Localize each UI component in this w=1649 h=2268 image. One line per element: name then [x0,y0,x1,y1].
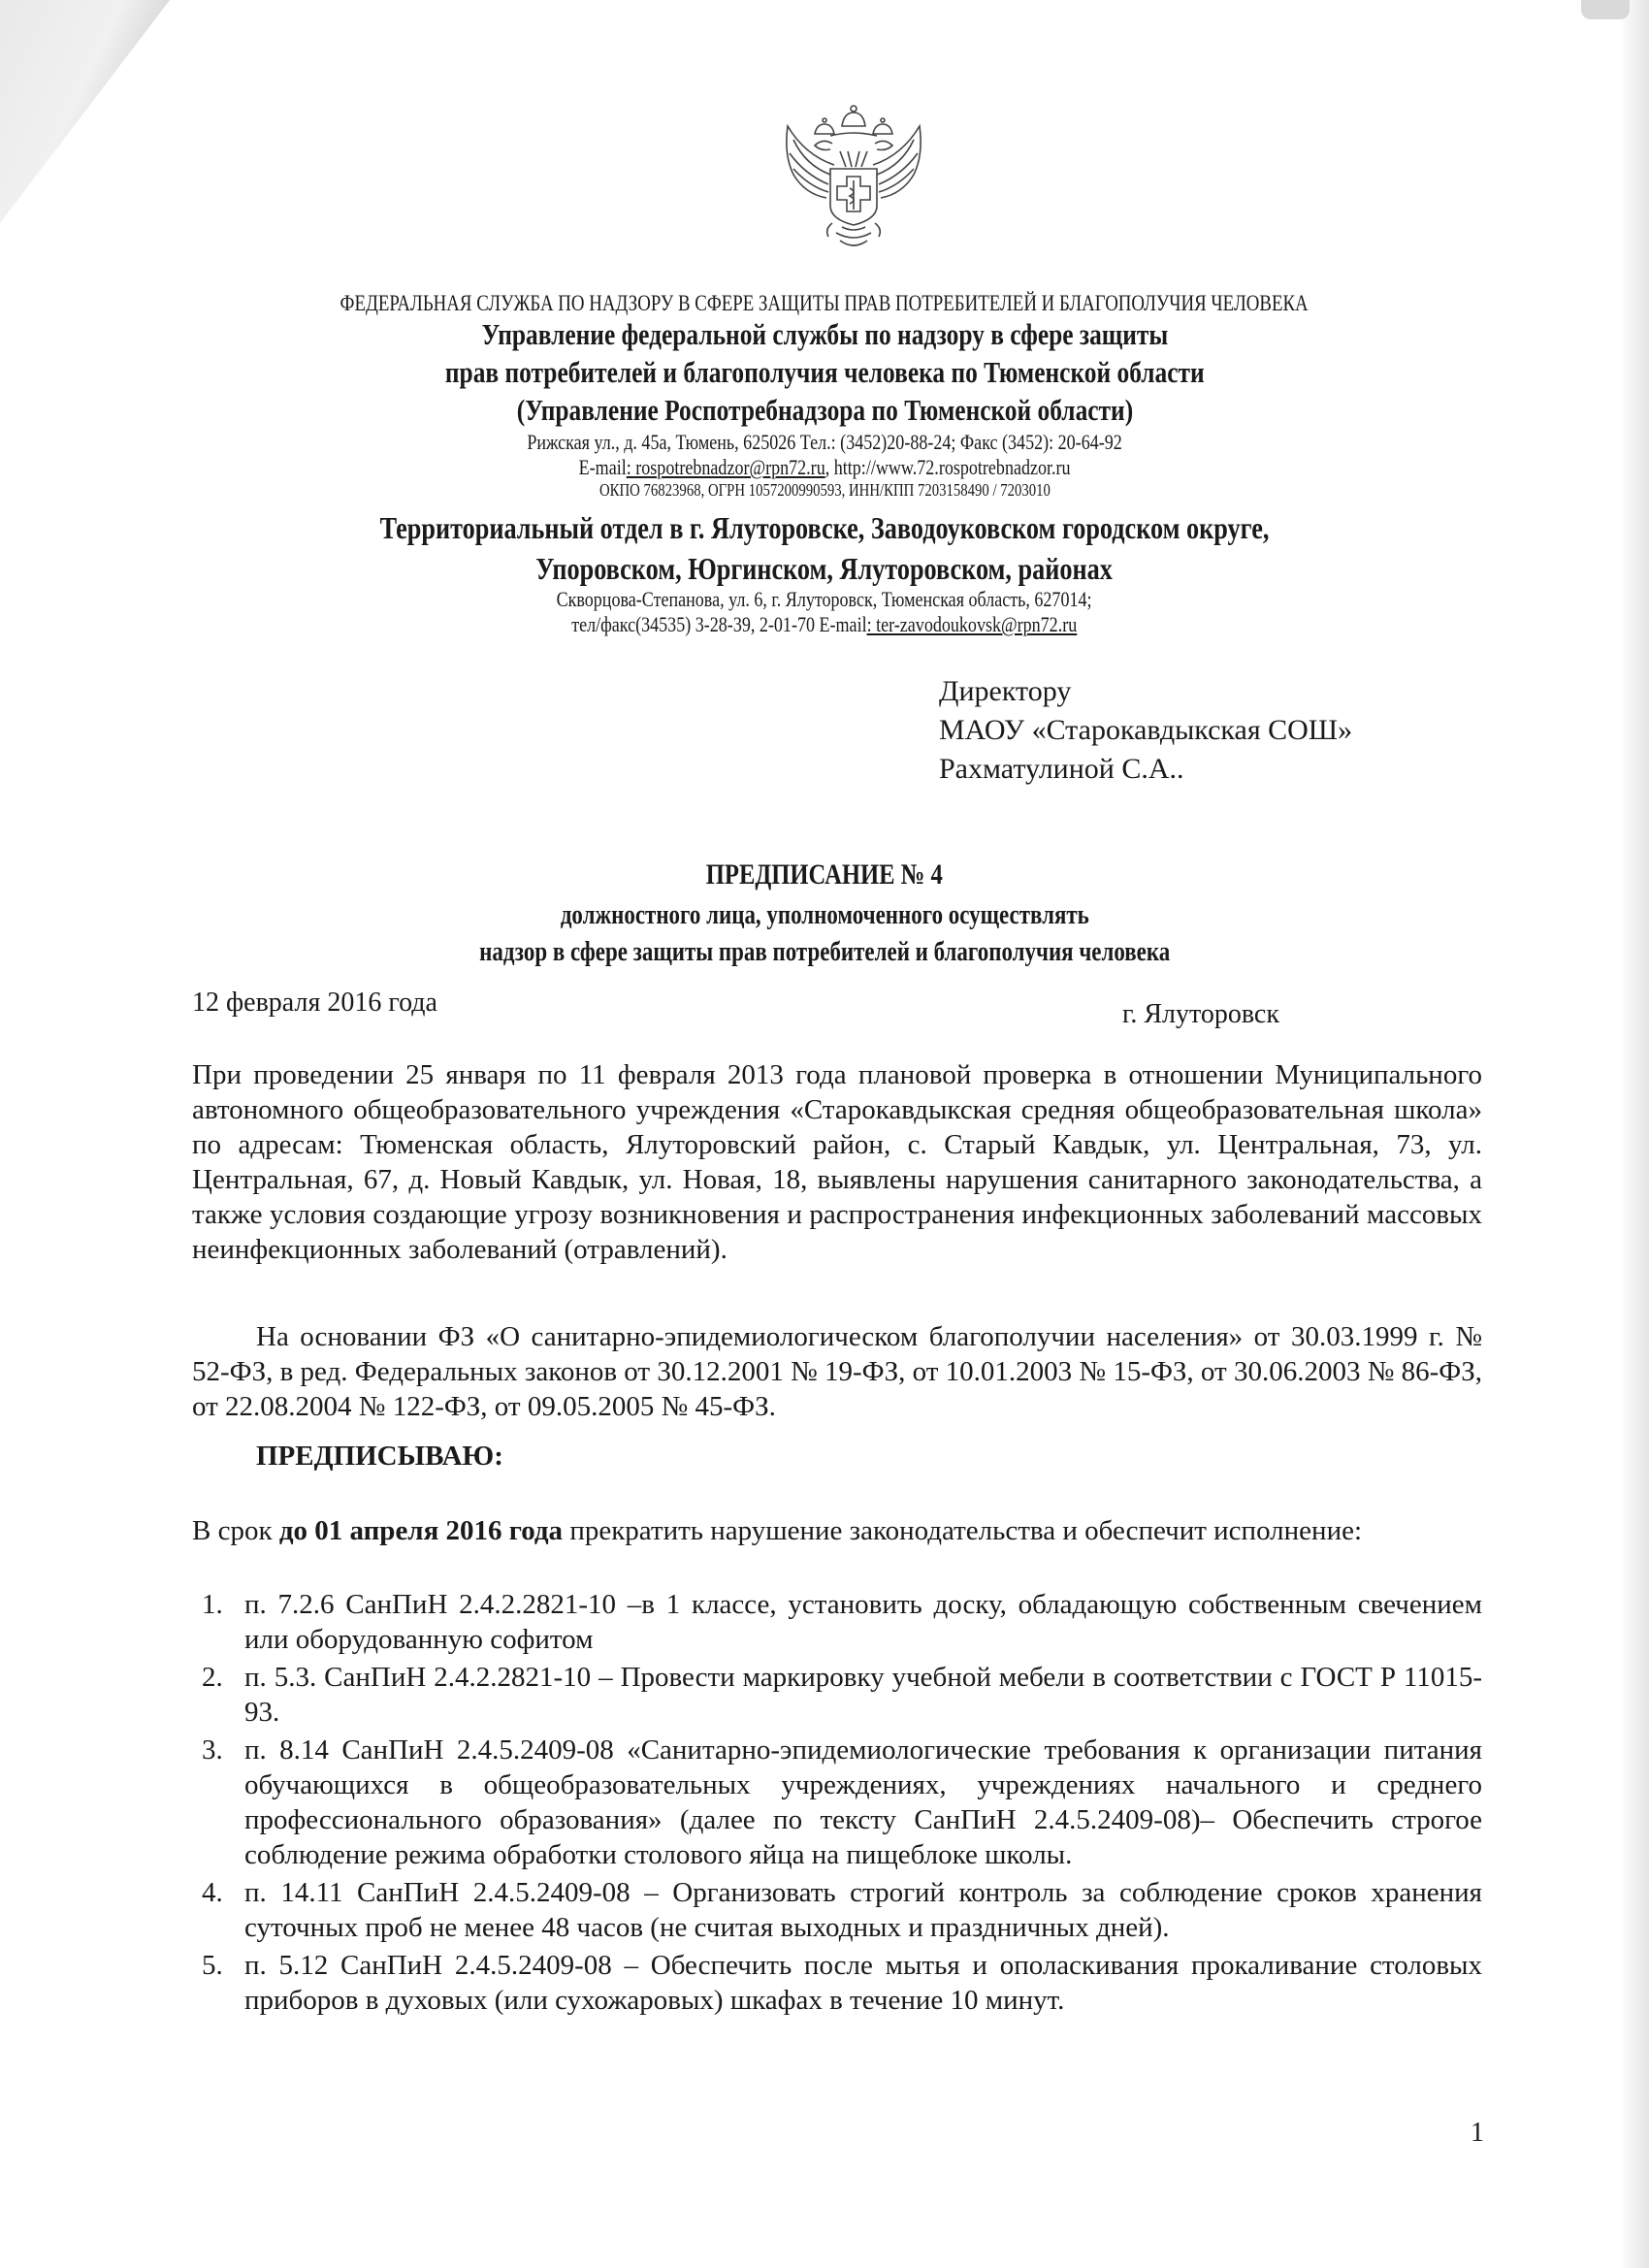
order-heading: ПРЕДПИСЫВАЮ: [256,1441,503,1472]
recipient-name: Рахматулиной С.А.. [939,753,1184,785]
email-link[interactable]: : rospotrebnadzor@rpn72.ru [626,455,825,479]
list-item: 4. п. 14.11 СанПиН 2.4.5.2409-08 – Организовать строгий контроль за соблюдение сроков хранения суточных проб не менее 48 часов (не считая выходных и праздничных дней). [202,1877,1482,1943]
federal-service-heading: ФЕДЕРАЛЬНАЯ СЛУЖБА ПО НАДЗОРУ В СФЕРЕ ЗАЩИТЫ ПРАВ ПОТРЕБИТЕЛЕЙ И БЛАГОПОЛУЧИЯ ЧЕЛОВЕКА [340,291,1310,315]
territorial-department-contacts: Скворцова-Степанова, ул. 6, г. Ялуторовск, Тюменская область, 627014; тел/факс(34535) 3-28-39, 2-01-70 E-mail: ter-zavodoukovsk@rpn72.ru [557,587,1092,636]
website-link[interactable]: , http://www.72.rospotrebnadzor.ru [824,455,1071,479]
organization-codes: ОКПО 76823968, ОГРН 1057200990593, ИНН/КПП 7203158490 / 7203010 [598,480,1051,500]
page-fold-corner [0,0,170,223]
organization-name: Управление федеральной службы по надзору в сфере защиты прав потребителей и благополучия человека по Тюменской области (Управление Роспотребнадзора по Тюменской области) [444,317,1205,427]
list-item: 3. п. 8.14 СанПиН 2.4.5.2409-08 «Санитарно-эпидемиологические требования к организации питания обучающихся в общеобразовательных учреждениях, учреждениях начального и среднего профессионального образования» (далее по тексту СанПиН 2.4.5.2409-08)– Обеспечить строгое соблюдение режима обработки столового яйца на пищеблоке школы. [202,1734,1482,1870]
rospotrebnadzor-emblem-icon [776,97,931,257]
territorial-department-name: Территориальный отдел в г. Ялуторовске, Заводоуковском городском округе, Упоровском, Юргинском, Ялуторовском, районах [379,510,1270,586]
deadline-paragraph: В срок до 01 апреля 2016 года прекратить нарушение законодательства и обеспечит исполнение: [192,1515,1363,1546]
document-city: г. Ялуторовск [1122,999,1279,1029]
recipient-position: Директору [939,675,1072,707]
recipient-block [939,672,1352,789]
page-number: 1 [1471,2118,1484,2148]
document-title: ПРЕДПИСАНИЕ № 4 [705,859,944,891]
list-item: 5. п. 5.12 СанПиН 2.4.5.2409-08 – Обеспечить после мытья и ополаскивания прокаливание столовых приборов в духовых (или сухожаровых) шкафах в течение 10 минут. [202,1950,1482,2016]
territorial-email-link[interactable]: : ter-zavodoukovsk@rpn72.ru [866,612,1078,636]
inspection-paragraph: При проведении 25 января по 11 февраля 2013 года плановой проверка в отношении Муниципального автономного общеобразовательного учреждения «Старокавдыкская средняя общеобразовательная школа» по адресам: Тюменская область, Ялуторовский район, с. Старый Кавдык, ул. Центральная, 73, ул. Центральная, 67, д. Новый Кавдык, ул. Новая, 18, выявлены нарушения санитарного законодательства, а также условия создающие угрозу возникновения и распространения инфекционных заболеваний массовых неинфекционных заболеваний (отравлений). [192,1059,1482,1265]
document-subtitle: должностного лица, уполномоченного осуществлять надзор в сфере защиты прав потребителей и благополучия человека [478,900,1171,967]
legal-basis-paragraph: На основании ФЗ «О санитарно-эпидемиологическом благополучии населения» от 30.03.1999 г. № 52-ФЗ, в ред. Федеральных законов от 30.12.2001 № 19-ФЗ, от 10.01.2003 № 15-ФЗ, от 30.06.2003 № 86-ФЗ, от 22.08.2004 № 122-ФЗ, от 09.05.2005 № 45-ФЗ. [192,1321,1482,1422]
recipient-organization: МАОУ «Старокавдыкская СОШ» [939,714,1353,746]
document-date: 12 февраля 2016 года [192,988,437,1018]
scan-edge-tab [1581,0,1630,19]
organization-contacts: Рижская ул., д. 45а, Тюмень, 625026 Тел.: (3452)20-88-24; Факс (3452): 20-64-92 E-mail: rospotrebnadzor@rpn72.ru, http://www.72.rospotrebnadzor.ru [527,430,1122,479]
list-item: 1. п. 7.2.6 СанПиН 2.4.2.2821-10 –в 1 классе, установить доску, обладающую собственным свечением или оборудованную софитом [202,1589,1482,1655]
list-item: 2. п. 5.3. СанПиН 2.4.2.2821-10 – Провести маркировку учебной мебели в соответствии с ГОСТ Р 11015-93. [202,1662,1482,1728]
requirements-list [192,1587,1482,2021]
deadline-date: до 01 апреля 2016 года [278,1515,564,1546]
